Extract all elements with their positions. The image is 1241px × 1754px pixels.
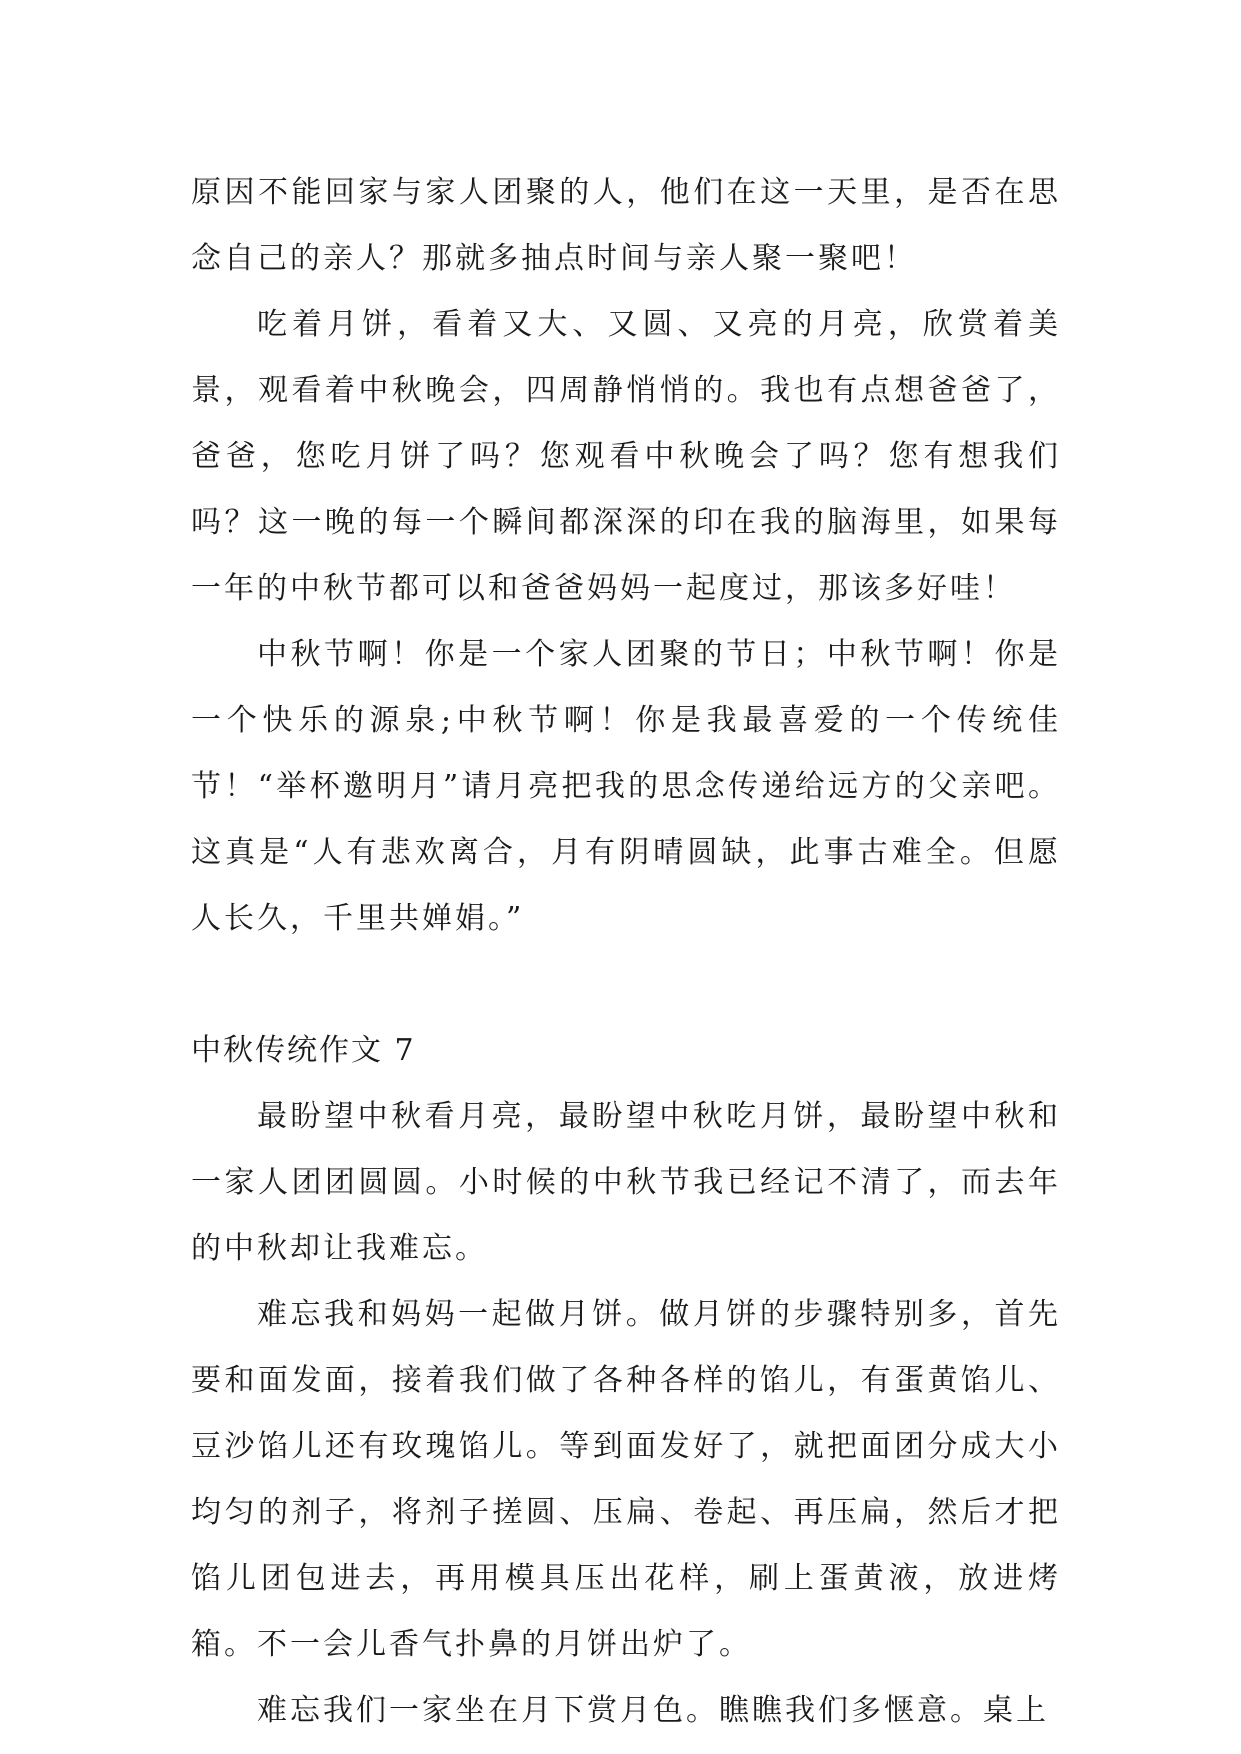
paragraph: 最盼望中秋看月亮，最盼望中秋吃月饼，最盼望中秋和一家人团团圆圆。小时候的中秋节我已经记不清了，而去年的中秋却让我难忘。 (191, 1099, 1061, 1266)
paragraph: 吃着月饼，看着又大、又圆、又亮的月亮，欣赏着美景，观看着中秋晚会，四周静悄悄的。我也有点想爸爸了，爸爸，您吃月饼了吗？您观看中秋晚会了吗？您有想我们吗？这一晚的每一个瞬间都深深的印在我的脑海里，如果每一年的中秋节都可以和爸爸妈妈一起度过，那该多好哇！ (191, 307, 1061, 606)
paragraph: 中秋节啊！你是一个家人团聚的节日；中秋节啊！你是一个快乐的源泉;中秋节啊！你是我最喜爱的一个传统佳节！“举杯邀明月”请月亮把我的思念传递给远方的父亲吧。这真是“人有悲欢离合，月有阴晴圆缺，此事古难全。但愿人长久，千里共婵娟。” (191, 637, 1061, 936)
paragraph: 难忘我们一家坐在月下赏月色。瞧瞧我们多惬意。桌上 (257, 1693, 1049, 1728)
paragraph: 原因不能回家与家人团聚的人，他们在这一天里，是否在思念自己的亲人？那就多抽点时间与亲人聚一聚吧！ (191, 175, 1061, 276)
paragraph: 难忘我和妈妈一起做月饼。做月饼的步骤特别多，首先要和面发面，接着我们做了各种各样的馅儿，有蛋黄馅儿、豆沙馅儿还有玫瑰馅儿。等到面发好了，就把面团分成大小均匀的剂子，将剂子搓圆、压扁、卷起、再压扁，然后才把馅儿团包进去，再用模具压出花样，刷上蛋黄液，放进烤箱。不一会儿香气扑鼻的月饼出炉了。 (191, 1297, 1061, 1662)
section-heading: 中秋传统作文 7 (191, 1033, 416, 1068)
document-body (191, 160, 1061, 1744)
